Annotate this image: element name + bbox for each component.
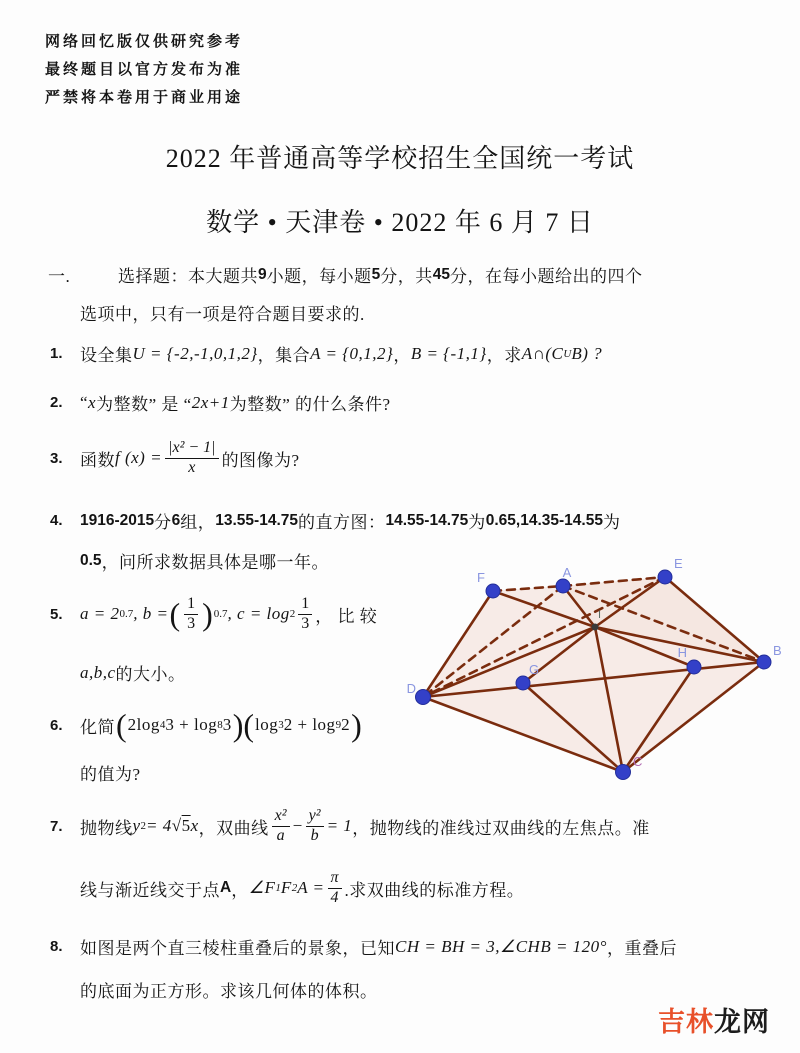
question-number: 7.	[50, 817, 63, 835]
text-run: 分	[154, 513, 172, 532]
watermark	[658, 1000, 770, 1039]
question-4-line2	[80, 548, 329, 573]
text-run: 小题，每小题	[266, 267, 372, 286]
fraction-numerator: x²	[272, 807, 290, 826]
math-run: ∠F	[248, 878, 276, 897]
vertex-label: B	[773, 643, 782, 658]
question-number: 3.	[50, 449, 63, 467]
fraction-numerator: 1	[184, 595, 198, 614]
bold-number: 1916-2015	[80, 511, 155, 529]
text-run: ，求	[486, 346, 522, 365]
text-run: 为整数” 的什么条件?	[229, 395, 391, 414]
math-subscript: 3	[278, 719, 284, 731]
question-number: 2.	[50, 394, 63, 411]
math-superscript: 2	[140, 820, 147, 832]
math-run: −	[292, 816, 303, 835]
text-run: ，	[393, 346, 411, 365]
math-subscript: 2	[291, 882, 298, 894]
paren-pair: )(	[232, 707, 255, 743]
math-run: f (x) =	[115, 448, 163, 467]
fraction-denominator: 3	[301, 614, 310, 632]
fraction	[298, 595, 312, 633]
watermark-accent: 吉林	[658, 1007, 714, 1037]
right-paren: )	[351, 707, 362, 743]
vertex-label: C	[633, 754, 643, 769]
text-run: 线与渐近线交于点	[80, 880, 220, 900]
math-run: 3	[222, 715, 232, 734]
fraction-denominator: b	[310, 826, 319, 844]
center-label: I	[598, 609, 602, 621]
math-run: 2x+1	[191, 392, 230, 412]
bold-number: 14.55-14.75	[385, 511, 469, 529]
math-subscript: U	[563, 347, 572, 360]
question-7-line1	[50, 800, 650, 852]
point-label: A	[220, 879, 232, 896]
vertex-dot	[658, 570, 672, 584]
fraction-numerator: 1	[298, 595, 312, 614]
bold-number: 13.55-14.75	[215, 511, 298, 529]
watermark-rest: 龙网	[714, 1007, 770, 1037]
left-paren: (	[169, 596, 181, 632]
math-run: F	[280, 878, 292, 897]
question-1	[50, 341, 602, 366]
section-heading-line2	[80, 300, 365, 325]
question-number: 5.	[50, 605, 63, 623]
math-run: U = {-2,-1,0,1,2}	[132, 343, 258, 363]
fraction-denominator: 3	[187, 614, 196, 632]
fraction	[184, 595, 198, 633]
math-run: = 1	[326, 816, 353, 835]
math-run: x	[190, 816, 199, 835]
fraction-denominator: 4	[330, 888, 339, 906]
math-run: , b =	[133, 604, 169, 623]
vertex-label: E	[674, 556, 683, 571]
exam-title: 2022 年普通高等学校招生全国统一考试	[165, 144, 635, 173]
disclaimer-line-3: 严禁将本卷用于商业用途	[45, 90, 244, 106]
fraction-denominator: x	[188, 458, 196, 476]
text-run: 选项中，只有一项是符合题目要求的.	[80, 305, 365, 324]
question-number: 4.	[50, 512, 63, 529]
math-run: B = {-1,1}	[410, 343, 487, 363]
fraction-denominator: a	[276, 826, 285, 844]
question-number: 8.	[50, 938, 63, 955]
math-run: B) ?	[571, 343, 603, 363]
math-run: , c = log	[227, 604, 290, 623]
fraction	[328, 869, 342, 907]
math-run: = 4√	[146, 816, 182, 835]
vertex-dot	[687, 660, 701, 674]
vertex-dot	[757, 655, 771, 669]
text-run: ，重叠后	[606, 939, 677, 958]
math-superscript: 0.7	[213, 608, 228, 620]
exam-subtitle: 数学 • 天津卷 • 2022 年 6 月 7 日	[206, 208, 594, 237]
bold-number: 5	[371, 265, 381, 283]
text-run: 的图像为?	[221, 450, 300, 470]
question-3	[50, 430, 300, 486]
bold-number: 9	[258, 265, 267, 283]
math-superscript: 0.7	[119, 608, 134, 620]
text-run: 选择题：本大题共	[118, 267, 258, 286]
math-subscript: 2	[289, 608, 296, 620]
text-run: “	[80, 392, 89, 412]
math-run: a = 2	[80, 604, 120, 623]
question-8-line2	[80, 977, 378, 1002]
question-5-line1	[50, 586, 377, 642]
vertex-dot	[416, 690, 431, 705]
math-run: A∩(C	[521, 343, 564, 363]
geometry-figure	[405, 545, 795, 795]
text-run: ，集合	[257, 346, 311, 365]
bold-number: 6	[171, 511, 181, 529]
text-run: 组，	[180, 513, 216, 532]
right-paren: )	[202, 596, 213, 632]
vertex-dot	[516, 676, 530, 690]
text-run: 如图是两个直三棱柱重叠后的景象，已知	[80, 939, 395, 958]
vertex-label: A	[562, 565, 572, 580]
math-subscript: 4	[159, 719, 166, 731]
text-run: ，双曲线	[198, 818, 269, 838]
sqrt-radicand: 5	[181, 816, 191, 835]
disclaimer-line-2: 最终题目以官方发布为准	[45, 62, 244, 78]
text-run: 为	[468, 513, 486, 532]
text-run: 为	[602, 513, 621, 532]
fraction-numerator: |x² − 1|	[165, 439, 219, 458]
vertex-dot	[616, 765, 631, 780]
text-run: .求双曲线的标准方程。	[344, 880, 525, 900]
text-run: 的大小。	[115, 665, 186, 684]
fraction-numerator: y²	[306, 807, 324, 826]
question-number: 6.	[50, 716, 63, 734]
question-4-line1	[50, 508, 620, 533]
text-run: 的底面为正方形。求该几何体的体积。	[80, 982, 378, 1001]
math-run: 2 + log	[283, 715, 336, 734]
question-number: 1.	[50, 345, 63, 362]
vertex-label: D	[406, 681, 416, 696]
math-run: 2	[341, 715, 351, 734]
text-run: 的直方图：	[298, 513, 386, 532]
text-run: 为整数” 是 “	[96, 395, 192, 414]
question-2	[50, 390, 391, 415]
text-run: 设全集	[80, 346, 133, 365]
vertex-dot	[486, 584, 500, 598]
vertex-label: H	[677, 645, 687, 660]
text-run: ， 比 较	[315, 606, 378, 626]
math-subscript: 1	[275, 882, 281, 894]
text-run: 分，共	[380, 267, 433, 286]
math-run: log	[255, 715, 279, 734]
math-run: x	[88, 392, 97, 412]
text-run: 函数	[80, 450, 115, 470]
question-5-line2	[80, 660, 186, 685]
disclaimer-line-1: 网络回忆版仅供研究参考	[45, 34, 244, 50]
question-8-line1	[50, 934, 677, 959]
text-run: 的值为?	[80, 765, 141, 784]
math-run: a,b,c	[80, 662, 116, 682]
question-6-line2	[80, 760, 141, 785]
fraction	[165, 439, 219, 477]
disclaimer-header	[45, 28, 243, 112]
fraction	[272, 807, 290, 845]
center-point	[592, 624, 599, 631]
math-run: A = {0,1,2}	[310, 343, 394, 363]
fraction-numerator: π	[328, 869, 342, 888]
math-subscript: 8	[217, 719, 223, 731]
fraction	[306, 807, 324, 845]
math-run: 3 + log	[165, 715, 218, 734]
bold-number: 0.65,14.35-14.55	[485, 511, 603, 529]
text-run: ，问所求数据具体是哪一年。	[101, 553, 330, 572]
section-heading-line1	[48, 262, 643, 287]
math-run: A =	[297, 878, 325, 897]
vertex-dot	[556, 579, 570, 593]
section-number: 一.	[48, 267, 71, 286]
text-run: 分，在每小题给出的四个	[450, 267, 643, 286]
question-7-line2	[80, 862, 524, 914]
bold-number: 45	[432, 265, 450, 283]
left-paren: (	[116, 707, 127, 743]
vertex-label: F	[477, 570, 485, 585]
vertex-label: G	[529, 662, 540, 677]
math-run: 2log	[127, 715, 160, 734]
bold-number: 0.5	[80, 551, 102, 569]
math-run: CH = BH = 3,∠CHB = 120°	[395, 936, 607, 956]
text-run: 抛物线	[80, 818, 133, 838]
text-run: ，抛物线的准线过双曲线的左焦点。准	[352, 818, 650, 838]
question-6-line1	[50, 703, 363, 747]
math-run: y	[132, 816, 141, 835]
text-run: ，	[231, 880, 249, 900]
math-subscript: 9	[335, 719, 342, 731]
text-run: 化简	[80, 717, 115, 737]
